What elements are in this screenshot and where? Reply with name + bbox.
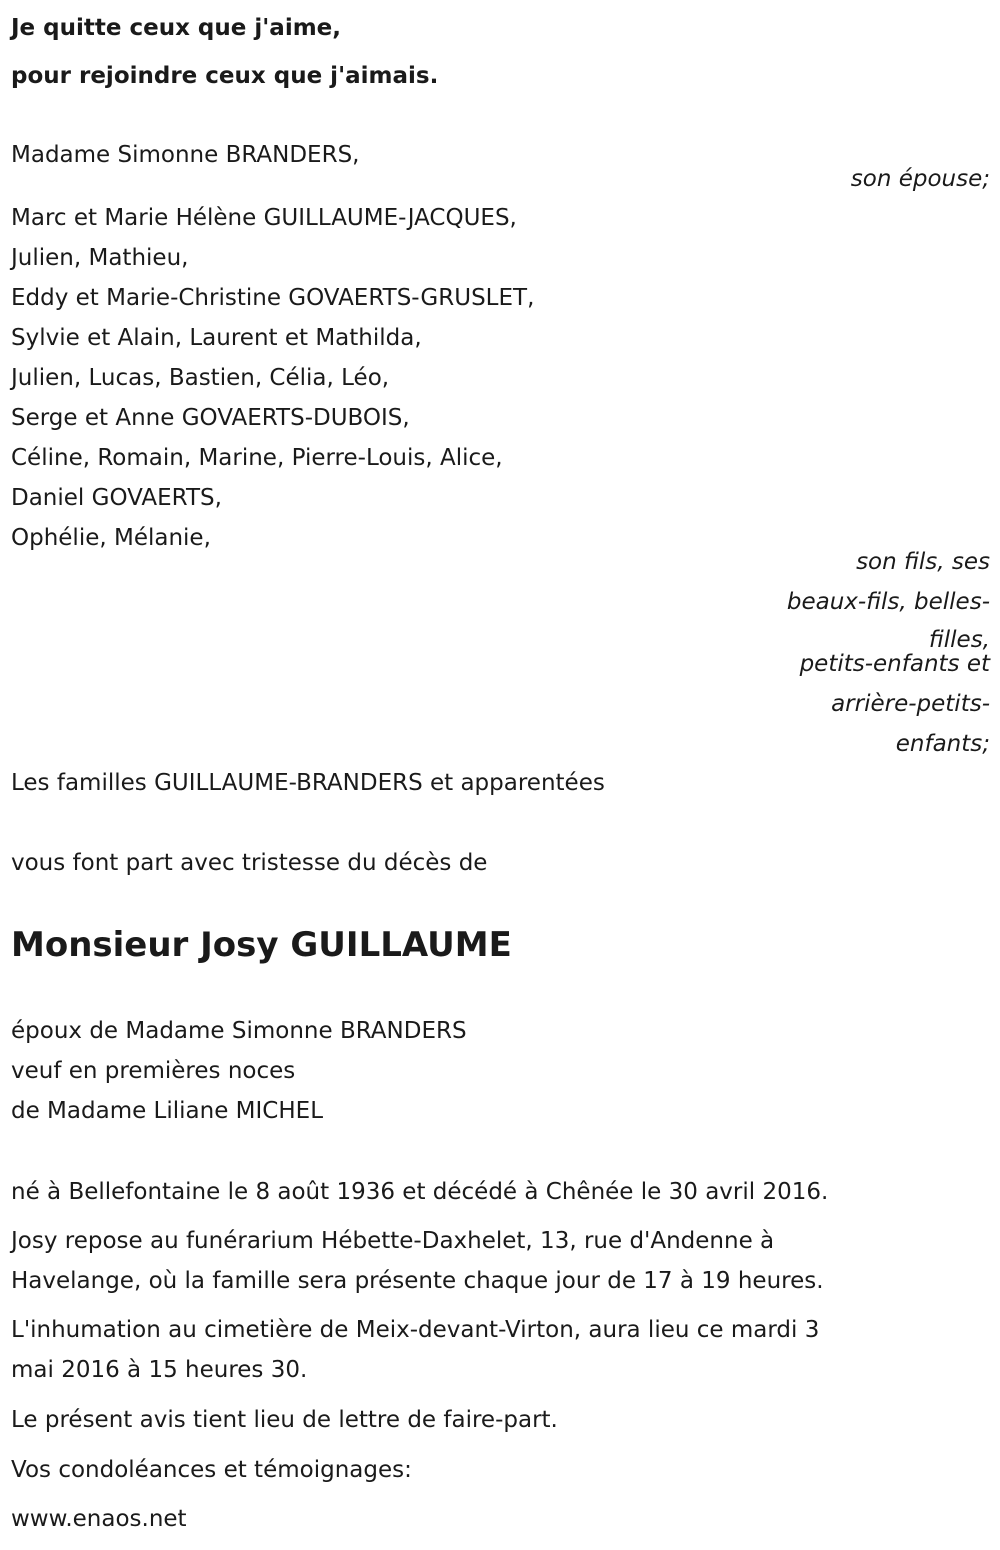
condolences-line: Vos condoléances et témoignages: bbox=[11, 1457, 412, 1483]
family-member: Ophélie, Mélanie, bbox=[11, 525, 211, 551]
website-link[interactable]: www.enaos.net bbox=[11, 1506, 187, 1532]
burial-line: mai 2016 à 15 heures 30. bbox=[11, 1357, 308, 1383]
spouse-relation: son épouse; bbox=[850, 166, 990, 192]
marital-line: veuf en premières noces bbox=[11, 1058, 296, 1084]
quote-line-2: pour rejoindre ceux que j'aimais. bbox=[11, 63, 439, 89]
families-line: Les familles GUILLAUME-BRANDERS et apparentées bbox=[11, 770, 605, 796]
notice-line: Le présent avis tient lieu de lettre de faire-part. bbox=[11, 1407, 558, 1433]
spouse-name: Madame Simonne BRANDERS, bbox=[11, 142, 360, 168]
family-relation-line: arrière-petits- bbox=[831, 691, 990, 717]
birth-death-line: né à Bellefontaine le 8 août 1936 et décédé à Chênée le 30 avril 2016. bbox=[11, 1179, 829, 1205]
funerarium-line: Josy repose au funérarium Hébette-Daxhelet, 13, rue d'Andenne à bbox=[11, 1228, 775, 1254]
family-member: Sylvie et Alain, Laurent et Mathilda, bbox=[11, 325, 422, 351]
burial-line: L'inhumation au cimetière de Meix-devant-Virton, aura lieu ce mardi 3 bbox=[11, 1317, 820, 1343]
quote-line-1: Je quitte ceux que j'aime, bbox=[11, 15, 342, 41]
family-member: Julien, Mathieu, bbox=[11, 245, 189, 271]
family-member: Daniel GOVAERTS, bbox=[11, 485, 222, 511]
family-relation-line: petits-enfants et bbox=[799, 651, 990, 677]
family-member: Eddy et Marie-Christine GOVAERTS-GRUSLET, bbox=[11, 285, 535, 311]
deceased-name: Monsieur Josy GUILLAUME bbox=[11, 925, 512, 965]
family-relation-line: beaux-fils, belles- bbox=[786, 589, 990, 615]
family-member: Céline, Romain, Marine, Pierre-Louis, Alice, bbox=[11, 445, 503, 471]
family-member: Serge et Anne GOVAERTS-DUBOIS, bbox=[11, 405, 410, 431]
website-line bbox=[11, 1499, 187, 1539]
family-relation-line: filles, bbox=[928, 627, 990, 653]
marital-line: époux de Madame Simonne BRANDERS bbox=[11, 1018, 467, 1044]
funerarium-line: Havelange, où la famille sera présente chaque jour de 17 à 19 heures. bbox=[11, 1268, 824, 1294]
family-relation-line: son fils, ses bbox=[856, 549, 990, 575]
announce-line: vous font part avec tristesse du décès de bbox=[11, 850, 488, 876]
family-member: Julien, Lucas, Bastien, Célia, Léo, bbox=[11, 365, 390, 391]
family-relation-line: enfants; bbox=[895, 731, 990, 757]
family-member: Marc et Marie Hélène GUILLAUME-JACQUES, bbox=[11, 205, 517, 231]
marital-line: de Madame Liliane MICHEL bbox=[11, 1098, 324, 1124]
